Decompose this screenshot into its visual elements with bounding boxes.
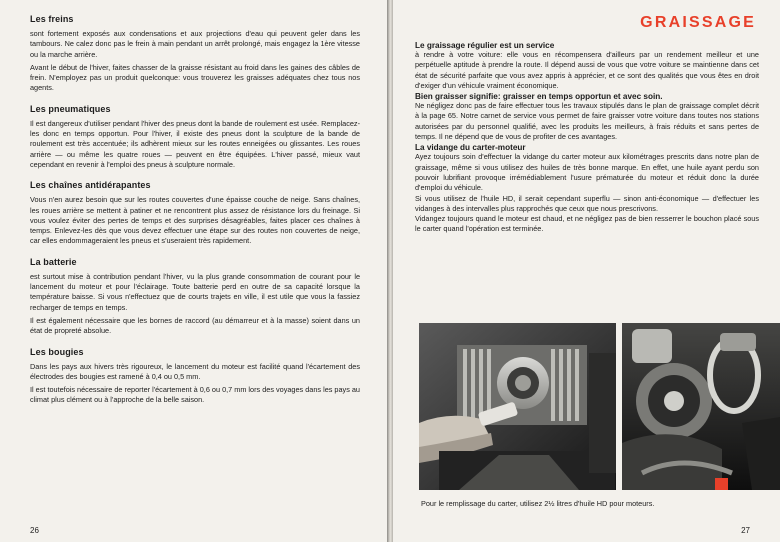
section-paragraph: Avant le début de l'hiver, faites chasser de la graisse résistant au froid dans les gaines des câbles de frein. N'employez pas un produit quelconque: vous trouverez les graisses adéquates chez tous nos agents. xyxy=(30,62,360,93)
section-title: Les bougies xyxy=(30,346,84,357)
block-text: Ne négligez donc pas de faire effectuer tous les travaux stipulés dans le plan de graissage complet décrit à la page 65. Notre carnet de service vous permet de faire graisser votre voiture dans toutes nos stations autorisées par du personnel qualifié, avec les produits les meilleurs, à frais réduits et sans pertes de temps. Il ne dépend que de vous de profiter de ces avantages. xyxy=(415,101,759,142)
photo-caption: Pour le remplissage du carter, utilisez 2½ litres d'huile HD pour moteurs. xyxy=(421,499,655,508)
block-text: Vidangez toujours quand le moteur est chaud, et ne négligez pas de bien resserrer le bouchon placé sous le carter quand l'opération est terminée. xyxy=(415,214,759,234)
engine-photo-oil-filling xyxy=(419,323,616,490)
section-batterie xyxy=(30,257,360,337)
section-title: Les freins xyxy=(30,14,74,24)
page-number: 26 xyxy=(30,526,39,535)
section-paragraph: Il est toutefois nécessaire de reporter l'écartement à 0,6 ou 0,7 mm lors des voyages dans les pays au climat plus clément ou à l'approche de la belle saison. xyxy=(30,385,360,405)
section-title: La batterie xyxy=(30,256,77,267)
right-text-column xyxy=(415,40,759,235)
section-bougies xyxy=(30,347,360,406)
section-title: Les chaînes antidérapantes xyxy=(30,180,151,191)
section-paragraph: Dans les pays aux hivers très rigoureux, le lancement du moteur est facilité quand l'écartement des électrodes des bougies est ramené à 0,4 ou 0,5 mm. xyxy=(30,361,360,381)
accent-marker xyxy=(715,478,728,490)
section-paragraph: est surtout mise à contribution pendant l'hiver, vu la plus grande consommation de courant pour le lancement du moteur et pour l'éclairage. Toute batterie perd en outre de sa capacité lorsque la température baisse. Si vous n'effectuez que de courts trajets en ville, il est utile que vous la fassiez recharger de temps en temps. xyxy=(30,271,360,312)
section-paragraph: Il est dangereux d'utiliser pendant l'hiver des pneus dont la bande de roulement est usée. Remplacez-les donc en temps opportun. Pour l'hiver, il existe des pneus dont la sculpture de la bande de roulement est très accentuée; ils adhèrent mieux sur les routes enneigées ou glissantes. Les roues arrière — ou même les quatre roues — peuvent en être équipées. L'hiver passé, mieux vaut cependant en revenir à l'emploi des pneus à sculpture normale. xyxy=(30,118,360,169)
section-paragraph: Vous n'en aurez besoin que sur les routes couvertes d'une épaisse couche de neige. Sans chaînes, les roues arrière se mettent à patiner et ne rencontrent plus assez de résistance lors du freinage. Si vous voulez éviter des pertes de temps et des surprises désagréables, faites placer ces chaînes à temps. Enlevez-les dès que vous devez effectuer une étape sur des routes non couvertes de neige, car elles endommageraient les pneus et s'useraient très rapidement. xyxy=(30,195,360,246)
block-text: Si vous utilisez de l'huile HD, il serait cependant superflu — sinon anti-économique — d'effectuer les vidanges à des intervalles plus rapprochés que ceux que nous prescrivons. xyxy=(415,193,759,213)
section-freins xyxy=(30,14,360,94)
section-title: Les pneumatiques xyxy=(30,103,111,114)
section-chaines xyxy=(30,180,360,246)
section-paragraph: sont fortement exposés aux condensations et aux projections d'eau qui peuvent geler dans les tambours. Ne calez donc pas le frein à main pendant un arrêt prolongé, mais engagez la 1ère vitesse ou la marche arrière. xyxy=(30,29,360,59)
section-paragraph: Il est également nécessaire que les bornes de raccord (au démarreur et à la masse) soient dans un état de propreté absolue. xyxy=(30,315,360,336)
block-title: La vidange du carter-moteur xyxy=(415,143,526,153)
page-number: 27 xyxy=(741,526,750,535)
section-pneumatiques xyxy=(30,104,360,170)
block-title: Bien graisser signifie: graisser en temps opportun et avec soin. xyxy=(415,92,663,102)
left-text-column xyxy=(30,14,360,416)
chapter-heading: GRAISSAGE xyxy=(640,14,756,31)
engine-photo-detail xyxy=(622,323,780,490)
block-text: à rendre à votre voiture: elle vous en récompensera d'ailleurs par un rendement meilleur et une perpétuelle aptitude à prendre la route. Il dépend aussi de vous que votre voiture se maintienne dans cet état de sécurité parfaite que vous avez appris à apprécier, et ce sont des qualités que vous êtes en droit d'exiger d'un véhicule vraiment économique. xyxy=(415,50,759,90)
left-page xyxy=(0,0,387,542)
block-text: Ayez toujours soin d'effectuer la vidange du carter moteur aux kilométrages prescrits dans notre plan de graissage, même si vous utilisez des huiles de très bonne marque. En effet, une huile ayant perdu son pouvoir lubrifiant provoque irrémédiablement l'usure prématurée du moteur et réduit donc la durée d'emploi du véhicule. xyxy=(415,152,759,193)
block-title: Le graissage régulier est un service xyxy=(415,41,555,50)
right-page xyxy=(393,0,780,542)
